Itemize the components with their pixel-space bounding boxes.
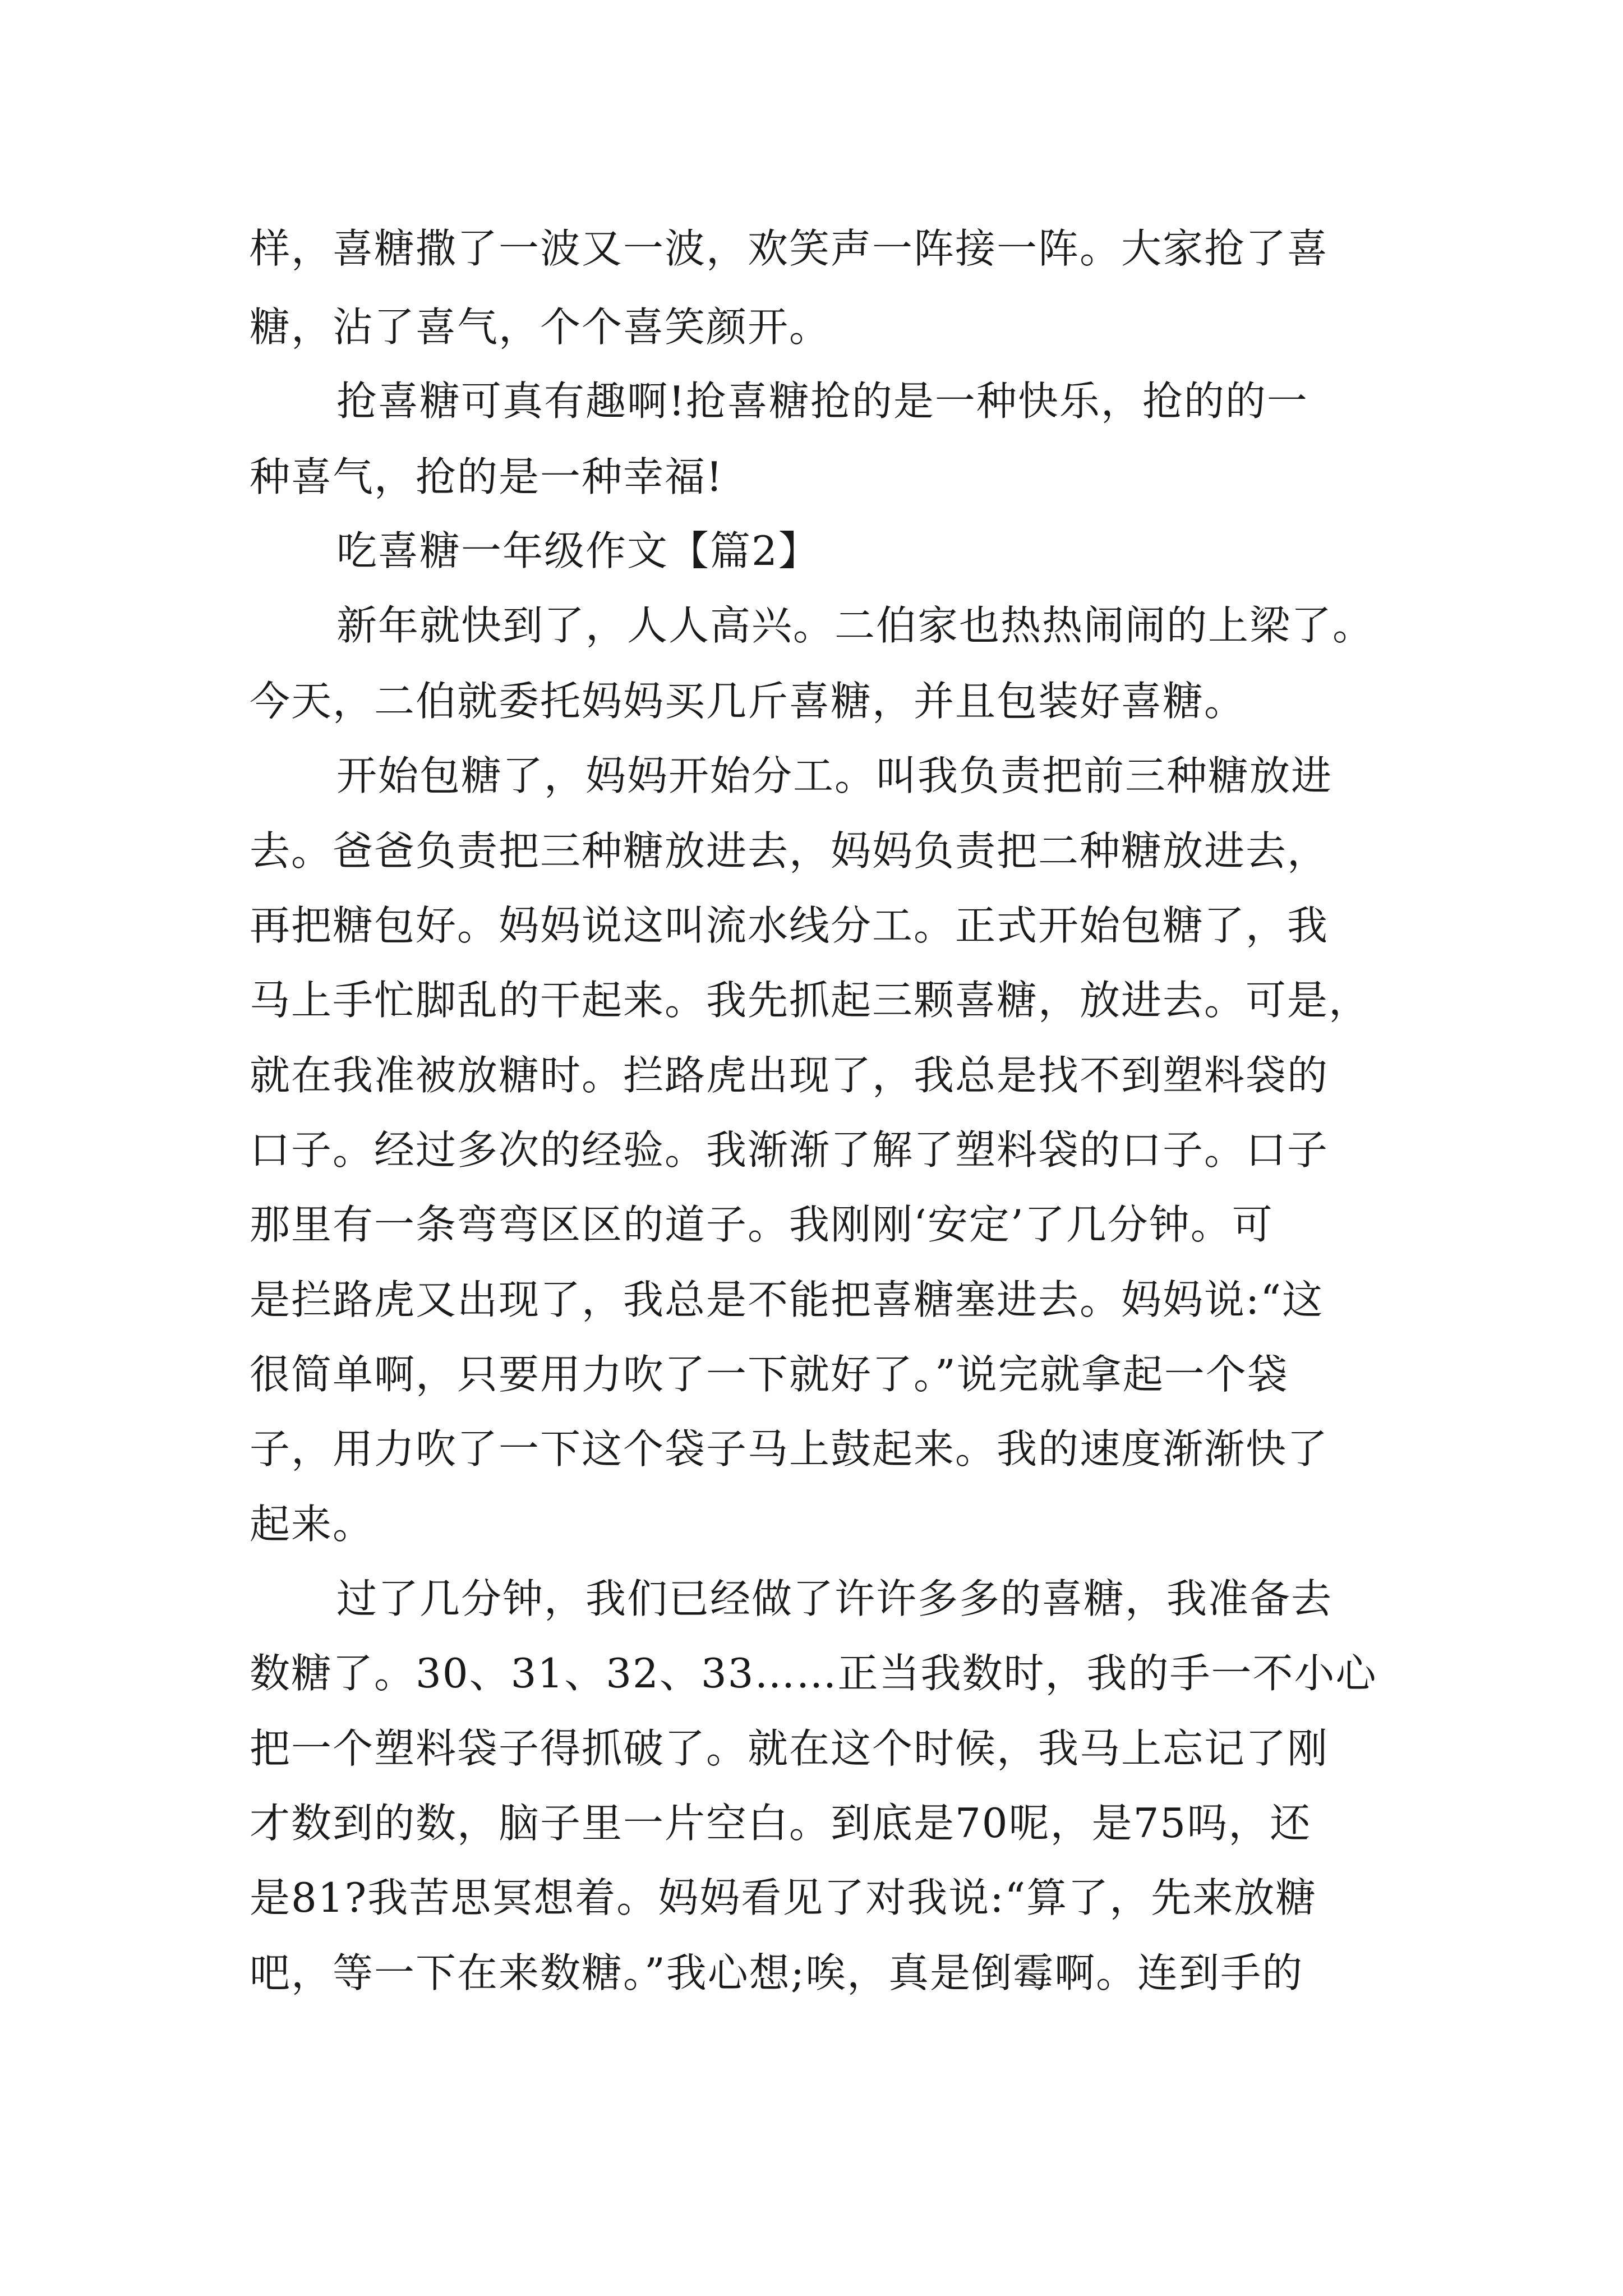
text-line: 今天，二伯就委托妈妈买几斤喜糖，并且包装好喜糖。 (250, 678, 1246, 725)
text-line: 马上手忙脚乱的干起来。我先抓起三颗喜糖，放进去。可是， (250, 977, 1371, 1024)
text-line: 吧，等一下在来数糖。”我心想;唉，真是倒霉啊。连到手的 (250, 1949, 1304, 1996)
text-line: 那里有一条弯弯区区的道子。我刚刚‘安定’了几分钟。可 (250, 1201, 1274, 1248)
text-line: 口子。经过多次的经验。我渐渐了解了塑料袋的口子。口子 (250, 1126, 1329, 1174)
text-line: 再把糖包好。妈妈说这叫流水线分工。正式开始包糖了，我 (250, 902, 1329, 949)
text-line: 是拦路虎又出现了，我总是不能把喜糖塞进去。妈妈说:“这 (250, 1276, 1324, 1323)
text-line: 抢喜糖可真有趣啊!抢喜糖抢的是一种快乐，抢的的一 (336, 378, 1308, 425)
text-line: 种喜气，抢的是一种幸福! (250, 453, 723, 500)
section-heading: 吃喜糖一年级作文【篇2】 (336, 527, 820, 574)
text-line: 数糖了。30、31、32、33……正当我数时，我的手一不小心 (250, 1650, 1377, 1697)
text-line: 子，用力吹了一下这个袋子马上鼓起来。我的速度渐渐快了 (250, 1425, 1329, 1473)
text-line: 样，喜糖撒了一波又一波，欢笑声一阵接一阵。大家抢了喜 (250, 225, 1329, 272)
text-line: 才数到的数，脑子里一片空白。到底是70呢，是75吗，还 (250, 1800, 1312, 1847)
text-line: 把一个塑料袋子得抓破了。就在这个时候，我马上忘记了刚 (250, 1725, 1329, 1772)
text-line: 起来。 (250, 1501, 375, 1548)
text-line: 过了几分钟，我们已经做了许许多多的喜糖，我准备去 (336, 1575, 1333, 1622)
text-line: 很简单啊，只要用力吹了一下就好了。”说完就拿起一个袋 (250, 1351, 1289, 1398)
text-line: 开始包糖了，妈妈开始分工。叫我负责把前三种糖放进 (336, 752, 1333, 799)
text-line: 就在我准被放糖时。拦路虎出现了，我总是找不到塑料袋的 (250, 1052, 1329, 1099)
text-line: 是81?我苦思冥想着。妈妈看见了对我说:“算了，先来放糖 (250, 1874, 1317, 1921)
text-line: 去。爸爸负责把三种糖放进去，妈妈负责把二种糖放进去， (250, 827, 1329, 875)
text-line: 糖，沾了喜气，个个喜笑颜开。 (250, 303, 831, 351)
text-line: 新年就快到了，人人高兴。二伯家也热热闹闹的上梁了。 (336, 602, 1375, 649)
